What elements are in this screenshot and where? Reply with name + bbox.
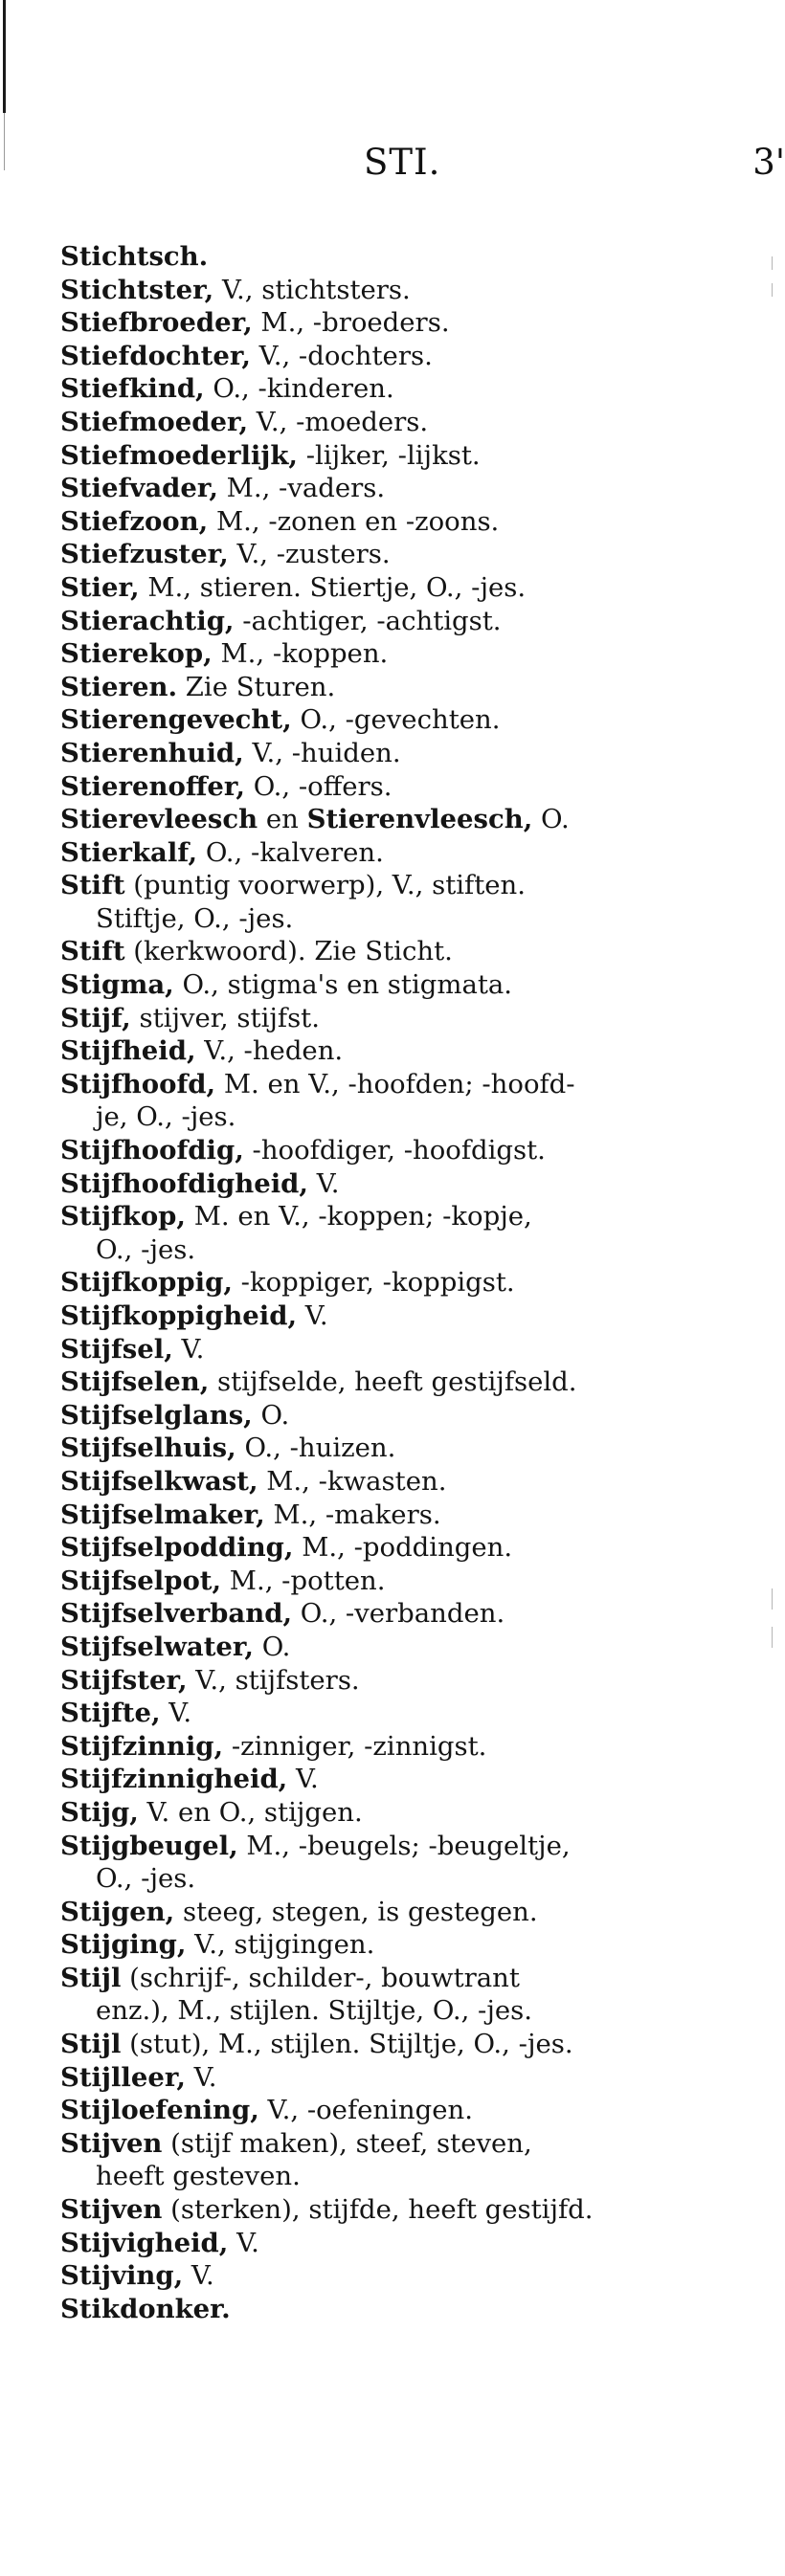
entry-line — [60, 968, 745, 1002]
entry-definition: V., -moeders. — [248, 406, 429, 437]
entry-line — [60, 2293, 745, 2326]
entry-line — [60, 372, 745, 406]
dictionary-entry — [60, 505, 745, 539]
entry-definition: Zie Sturen. — [177, 671, 336, 702]
entry-continuation-line — [60, 1862, 745, 1896]
entry-headword: Stier, — [60, 571, 140, 603]
entry-line — [60, 1763, 745, 1796]
entry-headword: Stijfhoofdig, — [60, 1135, 244, 1166]
entry-definition: stijfselde, heeft gestijfseld. — [209, 1366, 577, 1398]
dictionary-entry — [60, 1068, 745, 1134]
dictionary-entry — [60, 637, 745, 671]
entry-headword: Stijfzinnigheid, — [60, 1764, 288, 1795]
dictionary-entry — [60, 1597, 745, 1631]
entry-definition: V., -dochters. — [250, 340, 433, 371]
entry-headword: Stiefkind, — [60, 373, 205, 405]
right-margin-mark — [772, 1588, 773, 1610]
entry-line — [60, 737, 745, 770]
entry-definition: (stijf maken), steef, steven, — [162, 2127, 532, 2159]
dictionary-entry — [60, 2227, 745, 2260]
dictionary-entry — [60, 1134, 745, 1167]
entry-headword: Stijloefening, — [60, 2095, 259, 2126]
entry-line — [60, 505, 745, 539]
entry-headword: Stijfselwater, — [60, 1631, 254, 1662]
entry-definition: enz.), M., stijlen. Stijltje, O., -jes. — [96, 1995, 533, 2027]
entry-headword: Stieren. — [60, 671, 178, 702]
dictionary-entry — [60, 1266, 745, 1299]
entry-line — [60, 869, 745, 902]
entry-line — [60, 1631, 745, 1664]
dictionary-entry — [60, 1631, 745, 1664]
entry-line — [60, 2061, 745, 2095]
entry-definition: steeg, stegen, is gestegen. — [174, 1896, 538, 1927]
entry-line — [60, 1068, 745, 1101]
dictionary-entry — [60, 372, 745, 406]
dictionary-entry — [60, 1399, 745, 1432]
entry-line — [60, 1366, 745, 1399]
left-margin-rule — [3, 0, 6, 113]
entry-definition: V., stijgingen. — [186, 1929, 375, 1961]
entry-line — [60, 2127, 745, 2161]
entry-definition: O., stigma's en stigmata. — [173, 969, 513, 1001]
dictionary-entry — [60, 1763, 745, 1796]
entry-headword: Stijven — [60, 2127, 163, 2159]
entry-headword: Stijfhoofdigheid, — [60, 1167, 308, 1199]
entry-headword: Stift — [60, 936, 125, 967]
entry-definition: V., -zusters. — [228, 539, 391, 570]
entry-line — [60, 538, 745, 571]
dictionary-entry — [60, 935, 745, 968]
entry-headword: Stijfselhuis, — [60, 1432, 236, 1464]
entry-line — [60, 1928, 745, 1962]
entry-line — [60, 2227, 745, 2260]
entry-definition: M., -makers. — [264, 1499, 441, 1530]
entry-definition: O., -offers. — [244, 770, 392, 802]
entry-definition: O., -kalveren. — [197, 836, 384, 868]
entry-definition: V. en O., stijgen. — [138, 1796, 363, 1828]
dictionary-entry — [60, 605, 745, 638]
entry-definition: M., -broeders. — [252, 307, 450, 339]
entry-definition: M., stieren. Stiertje, O., -jes. — [139, 571, 527, 603]
entry-headword: Stijfselglans, — [60, 1399, 253, 1431]
entry-definition: V., stijfsters. — [187, 1664, 360, 1696]
entry-headword: Stijfkoppig, — [60, 1267, 233, 1299]
entry-definition: O., -verbanden. — [292, 1598, 505, 1630]
entry-definition: M., -zonen en -zoons. — [208, 505, 500, 537]
entry-line — [60, 935, 745, 968]
entry-definition: M., -koppen. — [212, 638, 389, 670]
entry-line — [60, 836, 745, 870]
dictionary-entry — [60, 1730, 745, 1764]
entry-line — [60, 571, 745, 605]
entry-definition: -lijker, -lijkst. — [297, 439, 481, 471]
entry-line — [60, 1531, 745, 1565]
entry-headword: Stierenoffer, — [60, 770, 245, 802]
entry-line — [60, 406, 745, 439]
dictionary-entry — [60, 538, 745, 571]
entry-headword: Stiefmoeder, — [60, 406, 249, 437]
dictionary-entry — [60, 737, 745, 770]
entry-definition: M., -poddingen. — [293, 1532, 513, 1564]
entry-headword: Stijfster, — [60, 1664, 188, 1696]
entry-line — [60, 770, 745, 804]
entry-definition: heeft gesteven. — [96, 2161, 301, 2192]
dictionary-entry — [60, 803, 745, 836]
entry-headword: Stijgen, — [60, 1896, 175, 1927]
right-margin-mark — [772, 1627, 773, 1648]
entry-line — [60, 240, 745, 274]
dictionary-entry — [60, 1167, 745, 1201]
dictionary-entry — [60, 968, 745, 1002]
entry-headword: Stiefvader, — [60, 473, 218, 504]
entry-definition: -hoofdiger, -hoofdigst. — [243, 1135, 546, 1166]
entry-headword: Stierekop, — [60, 638, 213, 670]
entry-line — [60, 1465, 745, 1499]
dictionary-entry — [60, 1565, 745, 1598]
entry-definition: O. — [252, 1399, 290, 1431]
entry-line — [60, 340, 745, 373]
entry-headword: Stijfheid, — [60, 1035, 196, 1067]
entry-continuation-line — [60, 902, 745, 936]
entry-line — [60, 1432, 745, 1465]
entry-line — [60, 1200, 745, 1233]
entry-line — [60, 2193, 745, 2227]
dictionary-entry — [60, 1499, 745, 1532]
entry-headword: Stierengevecht, — [60, 704, 292, 736]
entry-line — [60, 1266, 745, 1299]
entry-headword: Stijfselkwast, — [60, 1465, 258, 1497]
entry-definition: V. — [172, 1333, 205, 1365]
entry-definition: M., -potten. — [221, 1565, 386, 1596]
entry-headword: Stierenvleesch, — [306, 804, 533, 835]
running-head: STI. — [364, 142, 441, 183]
dictionary-entry — [60, 274, 745, 307]
entry-line — [60, 1333, 745, 1366]
entry-line — [60, 2094, 745, 2127]
entry-definition: (sterken), stijfde, heeft gestijfd. — [162, 2194, 594, 2226]
entry-headword: Stijven — [60, 2194, 163, 2226]
entry-line — [60, 2028, 745, 2061]
entry-headword: Stierachtig, — [60, 605, 235, 636]
dictionary-entry — [60, 1796, 745, 1830]
entry-headword: Stiefzuster, — [60, 539, 229, 570]
entry-line — [60, 671, 745, 704]
entry-headword: Stijfselpot, — [60, 1565, 222, 1596]
dictionary-entry — [60, 1531, 745, 1565]
dictionary-entry — [60, 2028, 745, 2061]
entry-continuation-line — [60, 2160, 745, 2193]
entry-headword: Stigma, — [60, 969, 174, 1001]
entry-definition: V., stichtsters. — [213, 274, 411, 305]
dictionary-entry — [60, 571, 745, 605]
entry-line — [60, 1002, 745, 1035]
entry-line — [60, 703, 745, 737]
entry-definition: V., -huiden. — [243, 737, 401, 768]
entry-definition: O., -huizen. — [236, 1432, 396, 1464]
dictionary-entry — [60, 2293, 745, 2326]
dictionary-entries — [60, 240, 745, 2325]
entry-headword: Stiefmoederlijk, — [60, 439, 298, 471]
dictionary-entry — [60, 439, 745, 473]
entry-headword: Stijfkoppigheid, — [60, 1300, 298, 1331]
entry-line — [60, 1499, 745, 1532]
dictionary-entry — [60, 2127, 745, 2193]
entry-definition: -zinniger, -zinnigst. — [223, 1730, 487, 1762]
entry-line — [60, 1730, 745, 1764]
entry-continuation-line — [60, 1233, 745, 1267]
entry-line — [60, 1134, 745, 1167]
entry-line — [60, 1597, 745, 1631]
entry-definition: je, O., -jes. — [96, 1101, 236, 1133]
entry-definition: V. — [297, 1300, 328, 1331]
dictionary-entry — [60, 1664, 745, 1698]
dictionary-entry — [60, 703, 745, 737]
entry-definition: (puntig voorwerp), V., stiften. — [124, 870, 526, 901]
dictionary-entry — [60, 869, 745, 935]
entry-line — [60, 2259, 745, 2293]
dictionary-entry — [60, 306, 745, 340]
dictionary-entry — [60, 1002, 745, 1035]
entry-headword: Stijg, — [60, 1796, 139, 1828]
entry-line — [60, 1664, 745, 1698]
dictionary-entry — [60, 1299, 745, 1333]
entry-definition: V. — [287, 1764, 319, 1795]
entry-headword: Stijl — [60, 1962, 122, 1993]
dictionary-entry — [60, 340, 745, 373]
entry-line — [60, 1697, 745, 1730]
entry-line — [60, 306, 745, 340]
entry-headword: Stijving, — [60, 2260, 184, 2292]
dictionary-entry — [60, 240, 745, 274]
entry-definition: O., -jes. — [96, 1863, 196, 1895]
entry-headword: Stift — [60, 870, 125, 901]
entry-definition: (stut), M., stijlen. Stijltje, O., -jes. — [121, 2029, 573, 2060]
entry-line — [60, 1896, 745, 1929]
entry-line — [60, 605, 745, 638]
entry-headword: Stijlleer, — [60, 2061, 186, 2093]
entry-line — [60, 472, 745, 505]
dictionary-entry — [60, 472, 745, 505]
dictionary-entry — [60, 1896, 745, 1929]
entry-definition: en — [258, 804, 307, 835]
entry-definition: M., -vaders. — [217, 473, 386, 504]
entry-line — [60, 439, 745, 473]
entry-headword: Stijfhoofd, — [60, 1068, 216, 1099]
entry-continuation-line — [60, 1100, 745, 1134]
entry-headword: Stijfselen, — [60, 1366, 210, 1398]
entry-definition: O., -jes. — [96, 1233, 196, 1265]
entry-headword: Stikdonker. — [60, 2293, 231, 2324]
entry-headword: Stijfsel, — [60, 1333, 173, 1365]
entry-continuation-line — [60, 1994, 745, 2028]
dictionary-entry — [60, 1200, 745, 1266]
entry-line — [60, 1034, 745, 1068]
entry-definition: O. — [532, 804, 570, 835]
dictionary-entry — [60, 1962, 745, 2028]
entry-definition: (kerkwoord). Zie Sticht. — [124, 936, 453, 967]
entry-headword: Stijging, — [60, 1929, 187, 1961]
page-header — [0, 142, 785, 189]
entry-line — [60, 1299, 745, 1333]
dictionary-entry — [60, 1432, 745, 1465]
entry-line — [60, 1830, 745, 1863]
entry-headword: Stierkalf, — [60, 836, 198, 868]
entry-definition: M. en V., -koppen; -kopje, — [186, 1201, 532, 1232]
dictionary-entry — [60, 2061, 745, 2095]
dictionary-entry — [60, 2193, 745, 2227]
right-margin-mark — [772, 283, 773, 297]
entry-headword: Stijgbeugel, — [60, 1830, 238, 1861]
dictionary-entry — [60, 2259, 745, 2293]
entry-definition: O., -kinderen. — [204, 373, 394, 405]
entry-line — [60, 637, 745, 671]
dictionary-entry — [60, 2094, 745, 2127]
entry-definition: -koppiger, -koppigst. — [232, 1267, 515, 1299]
entry-headword: Stijfselverband, — [60, 1598, 293, 1630]
entry-headword: Stierenhuid, — [60, 737, 244, 768]
entry-definition: V. — [160, 1698, 192, 1729]
entry-headword: Stierevleesch — [60, 804, 258, 835]
entry-definition: V. — [228, 2227, 259, 2258]
entry-line — [60, 274, 745, 307]
entry-headword: Stijfkop, — [60, 1201, 186, 1232]
entry-definition: V., -heden. — [195, 1035, 344, 1067]
entry-definition: V., -oefeningen. — [258, 2095, 473, 2126]
entry-line — [60, 1962, 745, 1995]
entry-line — [60, 1565, 745, 1598]
entry-headword: Stijf, — [60, 1002, 131, 1033]
entry-headword: Stijl — [60, 2029, 122, 2060]
entry-headword: Stijfte, — [60, 1698, 161, 1729]
dictionary-entry — [60, 1465, 745, 1499]
entry-line — [60, 1399, 745, 1432]
dictionary-entry — [60, 1366, 745, 1399]
dictionary-entry — [60, 1830, 745, 1896]
entry-headword: Stijfselpodding, — [60, 1532, 294, 1564]
entry-definition: V. — [307, 1167, 340, 1199]
entry-definition: M., -beugels; -beugeltje, — [237, 1830, 571, 1861]
entry-definition: O., -gevechten. — [291, 704, 501, 736]
entry-headword: Stijfzinnig, — [60, 1730, 224, 1762]
dictionary-entry — [60, 1333, 745, 1366]
entry-headword: Stiefzoon, — [60, 505, 209, 537]
entry-headword: Stichtsch. — [60, 241, 209, 272]
entry-definition: V. — [183, 2260, 214, 2292]
entry-headword: Stiefdochter, — [60, 340, 251, 371]
entry-line — [60, 803, 745, 836]
entry-headword: Stiefbroeder, — [60, 307, 253, 339]
dictionary-entry — [60, 836, 745, 870]
dictionary-entry — [60, 770, 745, 804]
entry-line — [60, 1167, 745, 1201]
entry-definition: -achtiger, -achtigst. — [234, 605, 502, 636]
right-margin-mark — [772, 256, 773, 270]
entry-definition: O. — [253, 1631, 291, 1662]
page-number: 3' — [752, 142, 785, 183]
entry-headword: Stichtster, — [60, 274, 214, 305]
entry-headword: Stijfselmaker, — [60, 1499, 265, 1530]
dictionary-entry — [60, 671, 745, 704]
entry-headword: Stijvigheid, — [60, 2227, 229, 2258]
dictionary-entry — [60, 1928, 745, 1962]
dictionary-entry — [60, 1697, 745, 1730]
entry-line — [60, 1796, 745, 1830]
entry-definition: Stiftje, O., -jes. — [96, 902, 294, 934]
dictionary-entry — [60, 406, 745, 439]
entry-definition: V. — [185, 2061, 217, 2093]
entry-definition: M., -kwasten. — [258, 1465, 447, 1497]
entry-definition: stijver, stijfst. — [130, 1002, 320, 1033]
entry-definition: M. en V., -hoofden; -hoofd- — [215, 1068, 575, 1099]
dictionary-entry — [60, 1034, 745, 1068]
entry-definition: (schrijf-, schilder-, bouwtrant — [121, 1962, 520, 1993]
